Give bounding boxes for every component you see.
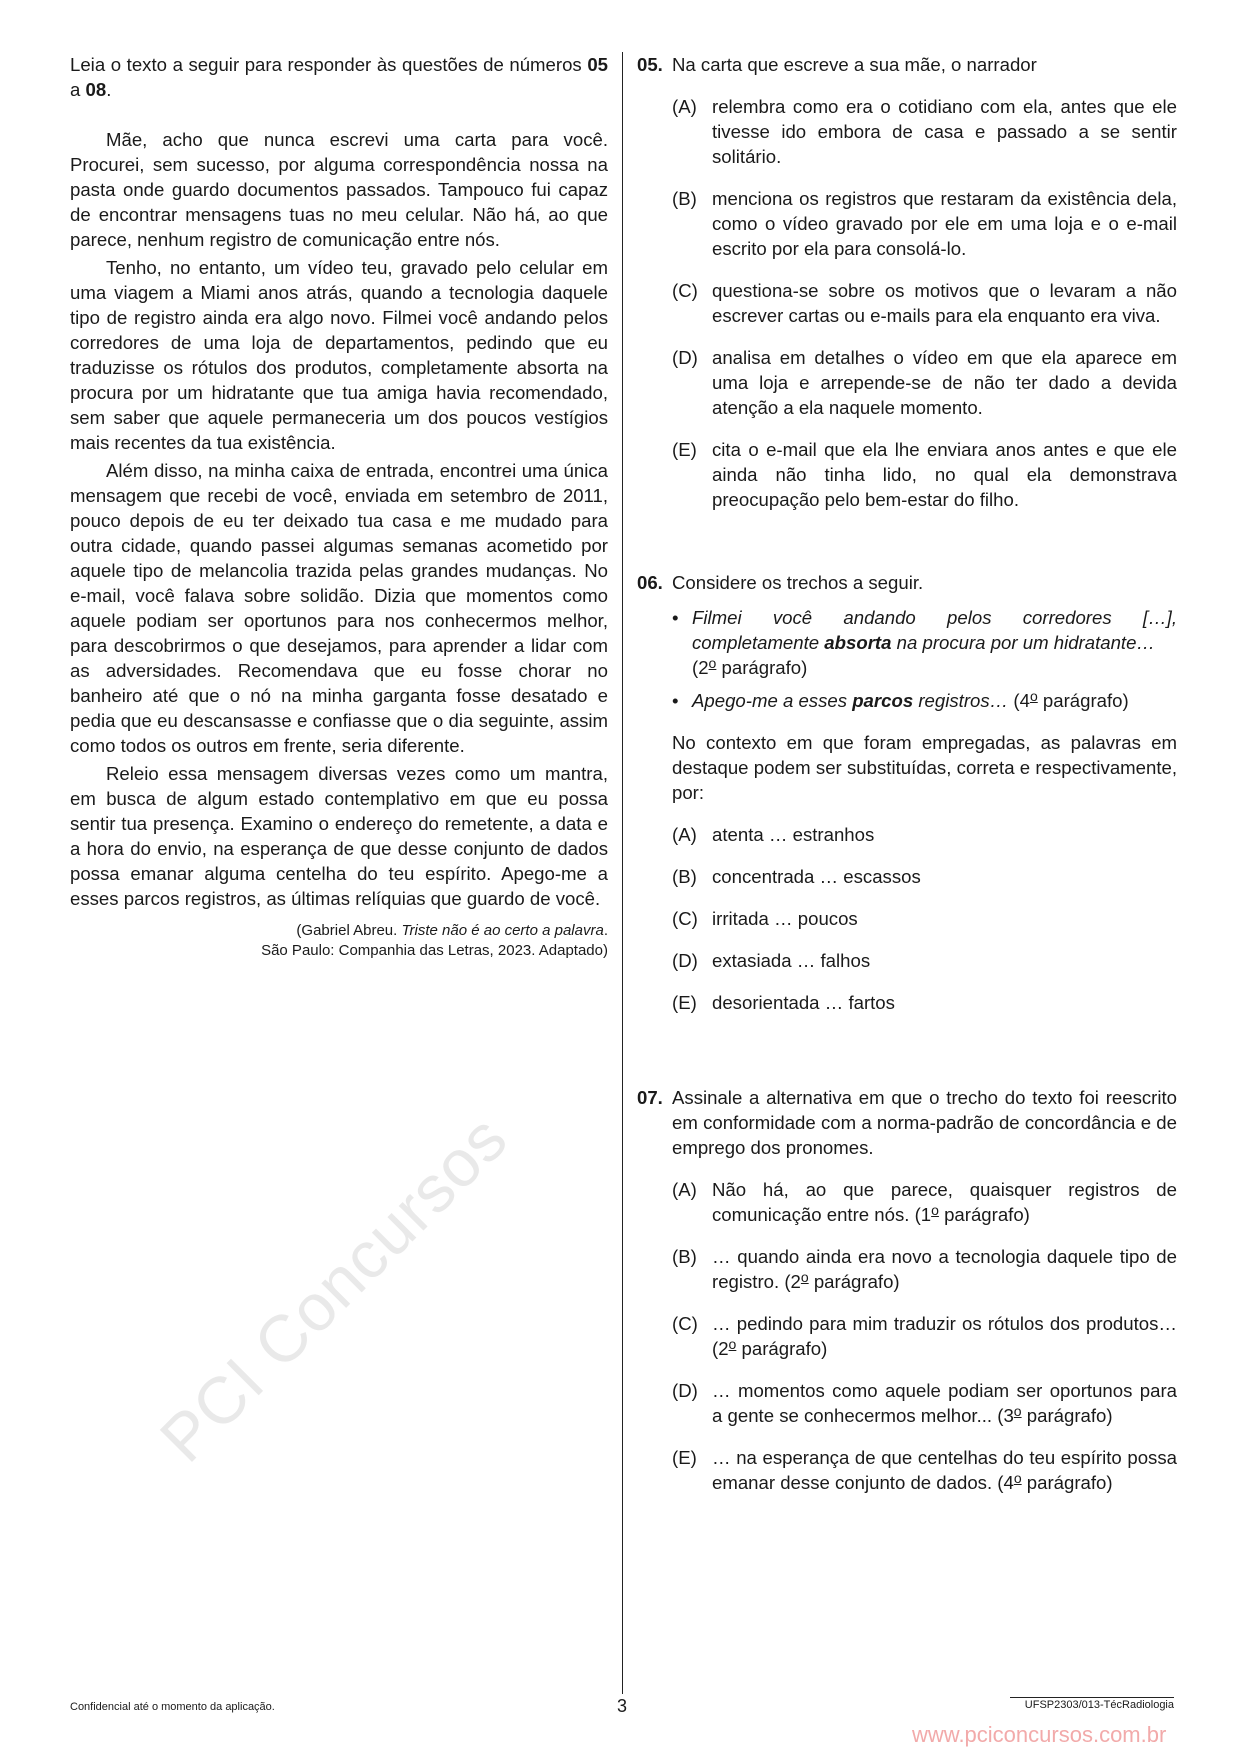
option-d[interactable] <box>637 948 1177 973</box>
question-stem: Assinale a alternativa em que o trecho do texto foi reescrito em conformidade com a norma-padrão de concordância e de emprego dos pronomes. <box>672 1087 1177 1158</box>
option-c[interactable] <box>637 278 1177 328</box>
option-tail: parágrafo) <box>938 1204 1030 1225</box>
option-text: cita o e-mail que ela lhe enviara anos antes e que ele ainda não tinha lido, no qual ela demonstrava preocupação pelo bem-estar do filho. <box>712 439 1177 510</box>
option-text: questiona-se sobre os motivos que o levaram a não escrever cartas ou e-mails para ela enquanto era viva. <box>712 280 1177 326</box>
option-letter: (A) <box>672 824 697 845</box>
option-text: desorientada … fartos <box>712 992 895 1013</box>
excerpt-text: registros… <box>913 690 1009 711</box>
option-letter: (C) <box>672 280 698 301</box>
paragraph-ref: (2 <box>692 657 709 678</box>
intro-instruction <box>70 52 608 102</box>
excerpt-text: na procura por um hidratante… <box>891 632 1156 653</box>
option-a[interactable] <box>637 94 1177 169</box>
option-d[interactable] <box>637 1378 1177 1428</box>
citation-title: Triste não é ao certo a palavra <box>401 922 604 939</box>
option-text: … na esperança de que centelhas do teu espírito possa emanar desse conjunto de dados. (4 <box>712 1447 1177 1493</box>
intro-start-number: 05 <box>587 54 608 75</box>
option-b[interactable] <box>637 1244 1177 1294</box>
highlight-word: absorta <box>824 632 892 653</box>
question-07 <box>637 1085 1177 1495</box>
paragraph-ref: (4 <box>1008 690 1030 711</box>
ordinal-mark: o <box>1013 1403 1022 1419</box>
text-paragraph-3: Além disso, na minha caixa de entrada, encontrei uma única mensagem que recebi de você, enviada em setembro de 2011, pouco depois de eu ter deixado tua casa e me mudado para outra cidade, quando passei algumas semanas acometido por aquele tipo de melancolia trazida pelas grandes mudanças. No e-mail, você falava sobre solidão. Dizia que momentos como aquele podiam ser oportunos para nos conhecermos melhor, para descobrirmos o que desejamos, para aprender a lidar com as adversidades. Recomendava que eu fosse chorar no banheiro até que o nó na minha garganta fosse desatado e pedia que eu descansasse e confiasse que o dia seguinte, assim como todos os outros em frente, seria diferente. <box>70 460 608 756</box>
text-paragraph-1: Mãe, acho que nunca escrevi uma carta para você. Procurei, sem sucesso, por alguma correspondência nossa na pasta onde guardo documentos passados. Tampouco fui capaz de encontrar mensagens tuas no meu celular. Não há, ao que parece, nenhum registro de comunicação entre nós. <box>70 129 608 250</box>
ordinal-mark: o <box>931 1202 939 1218</box>
left-column <box>70 52 608 961</box>
excerpt-text: Filmei você andando pelos corredores […], completamente <box>692 607 1177 653</box>
column-divider <box>622 52 623 1694</box>
option-d[interactable] <box>637 345 1177 420</box>
page-number: 3 <box>617 1696 628 1716</box>
question-stem: Na carta que escreve a sua mãe, o narrador <box>672 54 1037 75</box>
option-e[interactable] <box>637 990 1177 1015</box>
option-c[interactable] <box>637 1311 1177 1361</box>
options-list <box>637 822 1177 1015</box>
option-text: extasiada … falhos <box>712 950 871 971</box>
options-list <box>637 94 1177 512</box>
intro-mid: a <box>70 79 86 100</box>
paragraph-ref: parágrafo) <box>1037 690 1129 711</box>
option-letter: (D) <box>672 1380 698 1401</box>
question-05 <box>637 52 1177 512</box>
intro-end-number: 08 <box>85 79 107 100</box>
bullet-icon: • <box>672 607 679 628</box>
option-e[interactable] <box>637 437 1177 512</box>
option-letter: (C) <box>672 1313 698 1334</box>
bullet-icon: • <box>672 690 679 711</box>
option-text: relembra como era o cotidiano com ela, antes que ele tivesse ido embora de casa e passado a se sentir solitário. <box>712 96 1177 167</box>
exam-code: UFSP2303/013-TécRadiologia <box>1010 1697 1174 1711</box>
option-text: Não há, ao que parece, quaisquer registros de comunicação entre nós. (1 <box>712 1179 1177 1225</box>
question-number: 07. <box>637 1087 663 1108</box>
option-text: atenta … estranhos <box>712 824 875 845</box>
footer-confidential: Confidencial até o momento da aplicação. <box>70 1701 275 1713</box>
option-letter: (B) <box>672 866 697 887</box>
intro-suffix: . <box>106 79 112 100</box>
ordinal-mark: o <box>728 1336 737 1352</box>
option-letter: (E) <box>672 1447 697 1468</box>
ordinal-mark: o <box>1013 1470 1022 1486</box>
option-text: … quando ainda era novo a tecnologia daquele tipo de registro. (2 <box>712 1246 1177 1292</box>
citation-end: . <box>603 922 608 939</box>
option-text: … pedindo para mim traduzir os rótulos dos produtos… (2 <box>712 1313 1177 1359</box>
excerpt-text: Apego-me a esses <box>692 690 853 711</box>
option-tail: parágrafo) <box>1021 1472 1113 1493</box>
ordinal-mark: o <box>800 1269 809 1285</box>
question-stem: Considere os trechos a seguir. <box>672 572 924 593</box>
ordinal-mark: o <box>708 655 717 671</box>
option-e[interactable] <box>637 1445 1177 1495</box>
question-06 <box>637 570 1177 1015</box>
option-text: analisa em detalhes o vídeo em que ela aparece em uma loja e arrepende-se de não ter dado a devida atenção a ela naquele momento. <box>712 347 1177 418</box>
option-text: concentrada … escassos <box>712 866 921 887</box>
options-list <box>637 1177 1177 1495</box>
option-tail: parágrafo) <box>808 1271 900 1292</box>
option-letter: (B) <box>672 1246 697 1267</box>
intro-text: Leia o texto a seguir para responder às questões de números <box>70 54 588 75</box>
option-letter: (C) <box>672 908 698 929</box>
option-a[interactable] <box>637 822 1177 847</box>
question-context: No contexto em que foram empregadas, as palavras em destaque podem ser substituídas, correta e respectivamente, por: <box>672 732 1177 803</box>
option-letter: (E) <box>672 439 697 460</box>
excerpt-1 <box>637 605 1177 680</box>
highlight-word: parcos <box>852 690 914 711</box>
option-letter: (B) <box>672 188 697 209</box>
option-c[interactable] <box>637 906 1177 931</box>
option-text: irritada … poucos <box>712 908 858 929</box>
option-letter: (E) <box>672 992 697 1013</box>
question-number: 06. <box>637 572 663 593</box>
question-number: 05. <box>637 54 663 75</box>
option-text: menciona os registros que restaram da existência dela, como o vídeo gravado por ele em uma loja e o e-mail escrito por ela para consolá-lo. <box>712 188 1177 259</box>
text-paragraph-2: Tenho, no entanto, um vídeo teu, gravado pelo celular em uma viagem a Miami anos atrás, quando a tecnologia daquele tipo de registro ainda era algo novo. Filmei você andando pelos corredores de uma loja de departamentos, pedindo que eu traduzisse os rótulos dos produtos, completamente absorta na procura por um hidratante que tua amiga havia recomendado, sem saber que aquele permaneceria um dos poucos vestígios mais recentes da tua existência. <box>70 257 608 453</box>
option-letter: (D) <box>672 347 698 368</box>
option-letter: (A) <box>672 1179 697 1200</box>
right-column <box>637 52 1177 1512</box>
option-letter: (D) <box>672 950 698 971</box>
excerpt-2 <box>637 688 1177 713</box>
watermark: PCI Concursos <box>145 1100 522 1476</box>
citation-line-2: São Paulo: Companhia das Letras, 2023. Adaptado) <box>261 942 608 959</box>
option-a[interactable] <box>637 1177 1177 1227</box>
paragraph-ref: parágrafo) <box>716 657 808 678</box>
option-text: … momentos como aquele podiam ser oportunos para a gente se conhecermos melhor... (3 <box>712 1380 1177 1426</box>
ordinal-mark: o <box>1029 688 1038 704</box>
citation-line-1 <box>70 921 608 941</box>
option-tail: parágrafo) <box>1021 1405 1113 1426</box>
option-b[interactable] <box>637 186 1177 261</box>
citation-author: (Gabriel Abreu. <box>296 922 402 939</box>
footer-url-link[interactable]: www.pciconcursos.com.br <box>912 1722 1167 1747</box>
option-letter: (A) <box>672 96 697 117</box>
source-citation <box>70 921 608 961</box>
text-paragraph-4: Releio essa mensagem diversas vezes como um mantra, em busca de algum estado contemplativo em que eu possa sentir tua presença. Examino o endereço do remetente, a data e a hora do envio, na esperança de que desse conjunto de dados possa emanar alguma centelha do teu espírito. Apego-me a esses parcos registros, as últimas relíquias que guardo de você. <box>70 763 608 909</box>
option-b[interactable] <box>637 864 1177 889</box>
option-tail: parágrafo) <box>736 1338 828 1359</box>
